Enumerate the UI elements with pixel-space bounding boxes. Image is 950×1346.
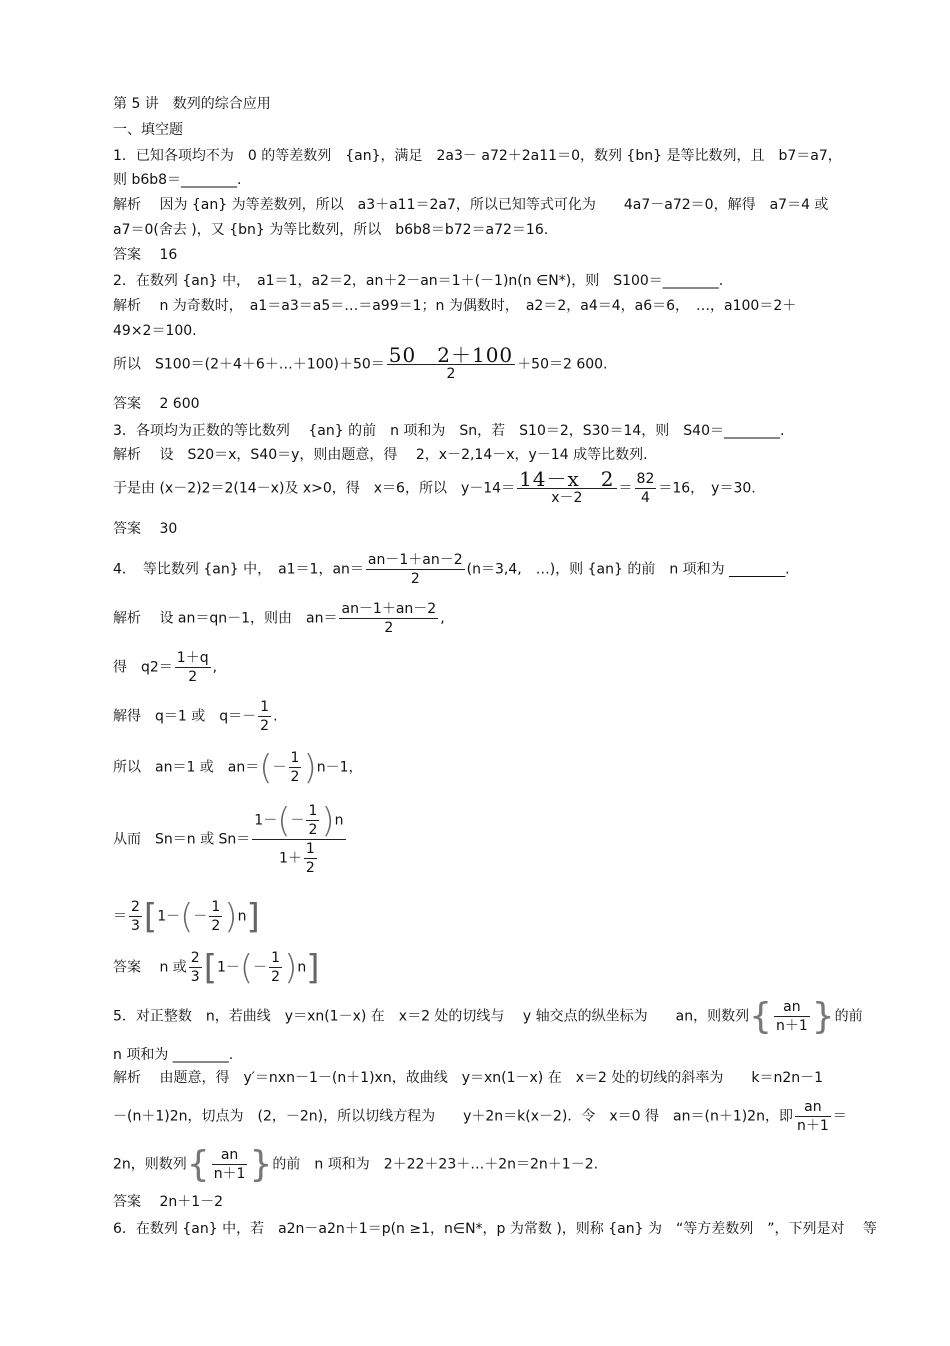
fraction-denominator: 2 <box>384 620 394 636</box>
q4-solution-line1 <box>113 600 445 637</box>
left-paren: ( <box>277 800 291 841</box>
q4-sol3-suffix: . <box>273 708 278 725</box>
fraction-denominator: 2 <box>271 969 281 985</box>
q5-sol3-prefix: 2n，则数列 <box>113 1156 187 1173</box>
q4-sol2-prefix: 得 q2＝ <box>113 659 173 676</box>
right-bracket: ] <box>306 947 320 988</box>
inner-fraction <box>304 840 317 877</box>
q2-sol3-prefix: 所以 S100＝(2＋4＋6＋…＋100)＋50＝ <box>113 356 385 373</box>
document-title: 第 5 讲 数列的综合应用 <box>113 96 271 112</box>
fraction-denominator: 2 <box>211 918 221 934</box>
q4-solution-line3 <box>113 698 278 735</box>
fraction-numerator: 1 <box>290 750 300 766</box>
q4-sol4-suffix: n－1， <box>316 759 363 776</box>
q4-sol4-fraction <box>289 749 302 786</box>
fraction-denominator: n＋1 <box>796 1118 829 1134</box>
q4-sum-fraction <box>252 802 345 877</box>
fraction-numerator <box>252 802 345 840</box>
q4-sol1-prefix: 解析 设 an＝qn－1，则由 an＝ <box>113 610 338 627</box>
minus-sign: － <box>272 759 287 776</box>
q3-answer: 答案 30 <box>113 521 178 537</box>
fraction-numerator: an <box>212 1146 248 1165</box>
fraction-numerator: an－1＋an－2 <box>341 601 437 617</box>
fraction-numerator: an <box>774 998 810 1017</box>
q5-solution-line3 <box>113 1143 599 1185</box>
right-paren: ) <box>284 947 298 988</box>
q4-solution-line5 <box>113 802 348 877</box>
q1-solution-line2: a7＝0(舍去 )，又 {bn} 为等比数列，所以 b6b8＝b72＝a72＝16. <box>113 222 549 238</box>
fraction-numerator: 1 <box>211 899 221 915</box>
q4-sol2-fraction <box>175 649 211 686</box>
fraction-numerator: 1 <box>271 950 281 966</box>
one-minus: 1－ <box>216 959 240 976</box>
q5-sol3-fraction <box>212 1146 248 1183</box>
q1-answer: 答案 16 <box>113 247 178 263</box>
fraction-numerator: 2 <box>131 899 140 915</box>
fraction-denominator: n＋1 <box>213 1166 246 1182</box>
q4-sol1-fraction <box>339 600 438 637</box>
q2-solution-line3 <box>113 343 608 383</box>
q4-solution-line2 <box>113 649 217 686</box>
exponent-n: n <box>297 959 307 976</box>
left-brace: { <box>749 995 772 1037</box>
right-paren: ) <box>303 747 317 788</box>
q5-sol3-suffix: 的前 n 项和为 2＋22＋23＋…＋2n＝2n＋1－2. <box>272 1156 599 1173</box>
fraction-numerator: 1 <box>260 699 270 715</box>
fraction-denominator: 2 <box>308 822 318 838</box>
q4-sol4-prefix: 所以 an＝1 或 an＝ <box>113 759 260 776</box>
fraction-denominator: 2 <box>260 718 270 734</box>
left-brace: { <box>186 1143 210 1185</box>
q4-line1-suffix: (n＝3,4, …)，则 {an} 的前 n 项和为 ________. <box>466 561 790 578</box>
q3-sol2-suffix: ＝16， y＝30. <box>658 480 756 497</box>
two-thirds-fraction <box>129 898 142 935</box>
left-bracket: [ <box>143 896 158 937</box>
fraction-numerator: 2 <box>190 950 200 966</box>
q5-line1-prefix: 5．对正整数 n，若曲线 y＝xn(1－x) 在 x＝2 处的切线与 y 轴交点的纵坐标为 an，则数列 <box>113 1008 750 1025</box>
fraction-numerator: 1＋q <box>176 650 209 666</box>
fraction-numerator: 14－x 2 <box>519 467 615 491</box>
q2-sol3-suffix: ＋50＝2 600. <box>517 356 608 373</box>
fraction-numerator: 50 2＋100 <box>388 343 514 367</box>
q3-text-line1: 3．各项均为正数的等比数列 {an} 的前 n 项和为 Sn，若 S10＝2，S30＝14，则 S40＝________. <box>113 423 785 439</box>
q2-solution-line2: 49×2＝100. <box>113 323 197 339</box>
q4-answer-prefix: 答案 n 或 <box>113 959 187 976</box>
q4-answer <box>113 949 319 986</box>
one-minus: 1－ <box>254 812 278 829</box>
q1-text-line1: 1．已知各项均不为 0 的等差数列 {an}，满足 2a3－ a72＋2a11＝0，数列 {bn} 是等比数列，且 b7＝a7， <box>113 148 842 164</box>
q5-sequence-fraction <box>774 998 810 1035</box>
q5-text-line1 <box>113 995 863 1037</box>
fraction-denominator: 2 <box>290 769 300 785</box>
q3-sol2-prefix: 于是由 (x－2)2＝2(14－x)及 x>0，得 x＝6，所以 y－14＝ <box>113 480 516 497</box>
right-paren: ) <box>224 896 238 937</box>
right-bracket: ] <box>246 896 260 937</box>
q6-text-line1: 6．在数列 {an} 中，若 a2n－a2n＋1＝p(n ≥1，n∈N*，p 为常数 )，则称 {an} 为 “等方差数列 ”，下列是对 等 <box>113 1221 877 1237</box>
fraction-denominator: 2 <box>305 860 315 876</box>
right-brace: } <box>811 995 835 1037</box>
q2-text-line1: 2．在数列 {an} 中， a1＝1，a2＝2，an＋2－an＝1＋(－1)n(n ∈N*)，则 S100＝________. <box>113 273 724 289</box>
fraction-denominator <box>252 840 345 877</box>
fraction-denominator: 2 <box>410 571 420 587</box>
q3-equals: ＝ <box>618 480 633 497</box>
q4-sol2-suffix: , <box>212 659 218 676</box>
exponent-n: n <box>334 812 344 829</box>
q4-sol5-prefix: 从而 Sn＝n 或 Sn＝ <box>113 831 251 848</box>
minus-sign: － <box>290 812 305 829</box>
minus-sign: － <box>193 908 208 925</box>
q5-sol2-suffix: ＝ <box>832 1108 847 1125</box>
inner-fraction <box>209 898 222 935</box>
left-paren: ( <box>180 896 194 937</box>
q2-answer: 答案 2 600 <box>113 396 200 412</box>
one-plus: 1＋ <box>279 850 302 867</box>
left-paren: ( <box>239 947 254 988</box>
right-paren: ) <box>321 800 335 841</box>
q2-solution-line1: 解析 n 为奇数时， a1＝a3＝a5＝…＝a99＝1；n 为偶数时， a2＝2，a4＝4，a6＝6， …，a100＝2＋ <box>113 298 797 314</box>
fraction-numerator: 1 <box>308 803 318 819</box>
exponent-n: n <box>237 908 247 925</box>
equals-sign: ＝ <box>113 908 127 925</box>
q3-solution-line1: 解析 设 S20＝x，S40＝y，则由题意，得 2，x－2,14－x，y－14 成等比数列. <box>113 447 648 463</box>
fraction-numerator: 1 <box>305 841 315 857</box>
fraction-denominator: x－2 <box>551 490 583 506</box>
q2-sum-fraction <box>387 343 515 383</box>
left-bracket: [ <box>203 947 217 988</box>
two-thirds-fraction <box>189 949 202 986</box>
right-brace: } <box>249 1143 273 1185</box>
fraction-numerator: an－1＋an－2 <box>367 552 463 568</box>
fraction-numerator: 82 <box>636 471 655 487</box>
fraction-denominator: 4 <box>640 490 650 506</box>
section-heading: 一、填空题 <box>113 122 183 138</box>
one-minus: 1－ <box>157 908 181 925</box>
q5-text-line2: n 项和为 ________. <box>113 1047 234 1063</box>
q4-line1-prefix: 4． 等比数列 {an} 中， a1＝1，an＝ <box>113 561 364 578</box>
fraction-numerator: an <box>795 1098 831 1117</box>
fraction-denominator: 3 <box>131 918 140 934</box>
q3-fraction-2 <box>635 470 657 507</box>
left-paren: ( <box>259 747 273 788</box>
q4-recurrence-fraction <box>366 551 465 588</box>
inner-fraction <box>269 949 282 986</box>
q4-solution-line4 <box>113 749 363 786</box>
q4-sol3-prefix: 解得 q＝1 或 q＝－ <box>113 708 257 725</box>
fraction-denominator: 2 <box>188 669 198 685</box>
q4-solution-line6 <box>113 898 260 935</box>
q5-line1-suffix: 的前 <box>834 1008 863 1025</box>
fraction-denominator: n＋1 <box>775 1018 808 1034</box>
q5-solution-line1: 解析 由题意，得 y′＝nxn－1－(n＋1)xn，故曲线 y＝xn(1－x) 在 x＝2 处的切线的斜率为 k＝n2n－1 <box>113 1070 824 1086</box>
q4-sol1-suffix: , <box>440 610 445 627</box>
q4-text-line1 <box>113 551 790 588</box>
q3-solution-line2 <box>113 467 756 507</box>
q1-text-line2: 则 b6b8＝________. <box>113 172 242 188</box>
minus-sign: － <box>253 959 268 976</box>
q5-answer: 答案 2n＋1－2 <box>113 1194 224 1210</box>
q5-sol2-prefix: －(n＋1)2n，切点为 (2，－2n)，所以切线方程为 y＋2n＝k(x－2)．令 x＝0 得 an＝(n＋1)2n，即 <box>113 1108 793 1125</box>
q1-solution-line1: 解析 因为 {an} 为等差数列，所以 a3＋a11＝2a7，所以已知等式可化为 4a7－a72＝0，解得 a7＝4 或 <box>113 197 829 213</box>
q4-sol3-fraction <box>258 698 271 735</box>
fraction-denominator: 3 <box>190 969 200 985</box>
q5-sol2-fraction <box>795 1098 831 1135</box>
fraction-denominator: 2 <box>446 366 456 382</box>
inner-fraction <box>306 802 319 839</box>
q3-fraction <box>517 467 616 507</box>
q5-solution-line2 <box>113 1098 847 1135</box>
